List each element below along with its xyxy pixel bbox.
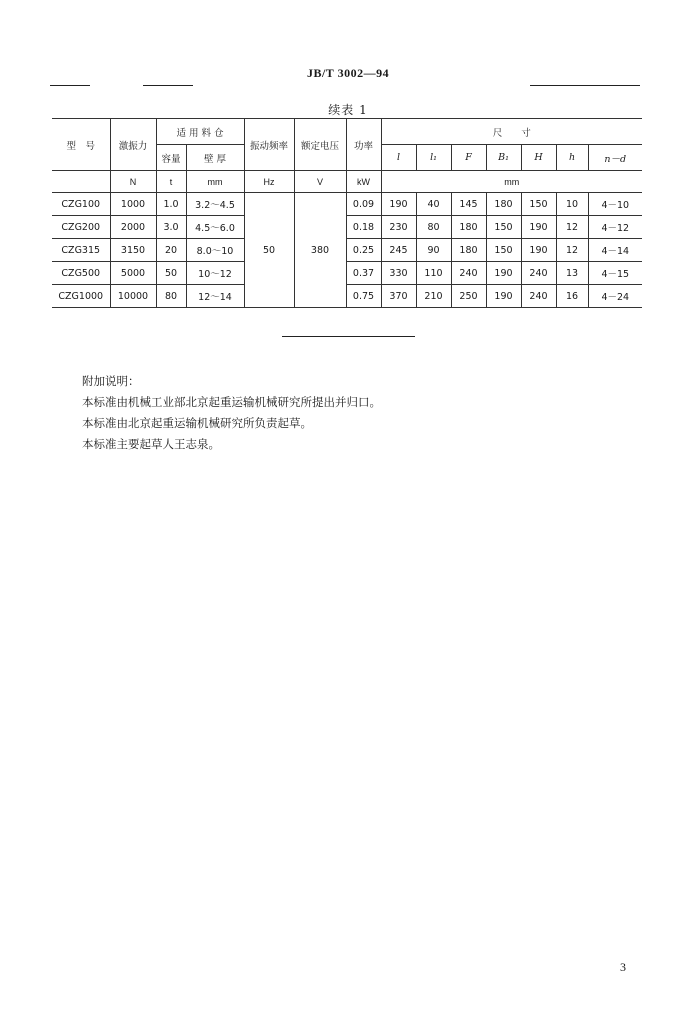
unit-frequency: Hz [244,171,294,193]
header-rule-left-1 [50,85,90,86]
cell-B1: 180 [486,193,521,216]
header-excitation-force: 激振力 [110,119,156,171]
cell-h: 12 [556,216,588,239]
table-row [52,216,642,239]
header-silo: 适 用 料 仓 [156,119,244,145]
cell-H: 240 [521,262,556,285]
header-wall-thickness: 壁 厚 [186,145,244,171]
header-dim-F: F [451,145,486,171]
cell-power: 0.18 [346,216,381,239]
cell-wall: 3.2～4.5 [186,193,244,216]
cell-l1: 110 [416,262,451,285]
cell-capacity: 3.0 [156,216,186,239]
cell-h: 13 [556,262,588,285]
cell-l: 370 [381,285,416,308]
cell-capacity: 80 [156,285,186,308]
header-power: 功率 [346,119,381,171]
section-separator [282,336,415,337]
cell-power: 0.09 [346,193,381,216]
header-dim-H: H [521,145,556,171]
table-row [52,239,642,262]
cell-nd: 4－10 [588,193,642,216]
header-rated-voltage: 额定电压 [294,119,346,171]
cell-power: 0.37 [346,262,381,285]
header-dimensions: 尺 寸 [381,119,642,145]
notes-heading: 附加说明： [82,374,140,388]
cell-F: 250 [451,285,486,308]
header-dim-h: h [556,145,588,171]
header-dim-l1: l₁ [416,145,451,171]
table-row [52,262,642,285]
header-dim-B1: B₁ [486,145,521,171]
notes-line: 本标准由北京起重运输机械研究所负责起草。 [82,416,312,430]
cell-l1: 90 [416,239,451,262]
table-row [52,285,642,308]
cell-H: 190 [521,216,556,239]
cell-force: 3150 [110,239,156,262]
cell-F: 180 [451,239,486,262]
unit-wall: mm [186,171,244,193]
table-title: 续表 1 [328,103,368,117]
cell-h: 12 [556,239,588,262]
header-rule-left-2 [143,85,193,86]
cell-F: 240 [451,262,486,285]
cell-capacity: 20 [156,239,186,262]
cell-B1: 150 [486,216,521,239]
cell-H: 240 [521,285,556,308]
cell-model: CZG500 [52,262,110,285]
cell-nd: 4－14 [588,239,642,262]
cell-rated-voltage: 380 [294,193,346,308]
notes-line: 本标准主要起草人王志泉。 [82,437,220,451]
unit-capacity: t [156,171,186,193]
notes-line: 本标准由机械工业部北京起重运输机械研究所提出并归口。 [82,395,381,409]
cell-wall: 10～12 [186,262,244,285]
cell-H: 190 [521,239,556,262]
unit-voltage: V [294,171,346,193]
units-model-blank [52,171,110,193]
cell-H: 150 [521,193,556,216]
cell-F: 180 [451,216,486,239]
unit-dimensions: mm [381,171,642,193]
header-rule-right [530,85,640,86]
cell-B1: 190 [486,262,521,285]
cell-capacity: 1.0 [156,193,186,216]
cell-model: CZG100 [52,193,110,216]
cell-force: 10000 [110,285,156,308]
cell-B1: 190 [486,285,521,308]
cell-F: 145 [451,193,486,216]
cell-power: 0.25 [346,239,381,262]
cell-nd: 4－15 [588,262,642,285]
cell-model: CZG315 [52,239,110,262]
header-capacity: 容量 [156,145,186,171]
cell-l: 245 [381,239,416,262]
cell-force: 2000 [110,216,156,239]
cell-capacity: 50 [156,262,186,285]
additional-notes [82,371,381,455]
cell-l1: 80 [416,216,451,239]
cell-wall: 8.0～10 [186,239,244,262]
cell-power: 0.75 [346,285,381,308]
spec-table [52,118,642,308]
cell-l1: 40 [416,193,451,216]
header-model: 型 号 [52,119,110,171]
standard-code: JB/T 3002—94 [306,66,390,80]
page-number: 3 [620,960,626,974]
cell-force: 5000 [110,262,156,285]
header-vibration-frequency: 振动频率 [244,119,294,171]
cell-l: 190 [381,193,416,216]
unit-power: kW [346,171,381,193]
cell-B1: 150 [486,239,521,262]
cell-l: 230 [381,216,416,239]
table-row [52,193,642,216]
cell-model: CZG1000 [52,285,110,308]
cell-nd: 4－24 [588,285,642,308]
cell-model: CZG200 [52,216,110,239]
cell-l: 330 [381,262,416,285]
cell-l1: 210 [416,285,451,308]
header-dim-nd: n－d [588,145,642,171]
cell-vibration-frequency: 50 [244,193,294,308]
cell-h: 10 [556,193,588,216]
cell-nd: 4－12 [588,216,642,239]
unit-force: N [110,171,156,193]
cell-force: 1000 [110,193,156,216]
cell-wall: 4.5～6.0 [186,216,244,239]
header-dim-l: l [381,145,416,171]
cell-h: 16 [556,285,588,308]
cell-wall: 12～14 [186,285,244,308]
